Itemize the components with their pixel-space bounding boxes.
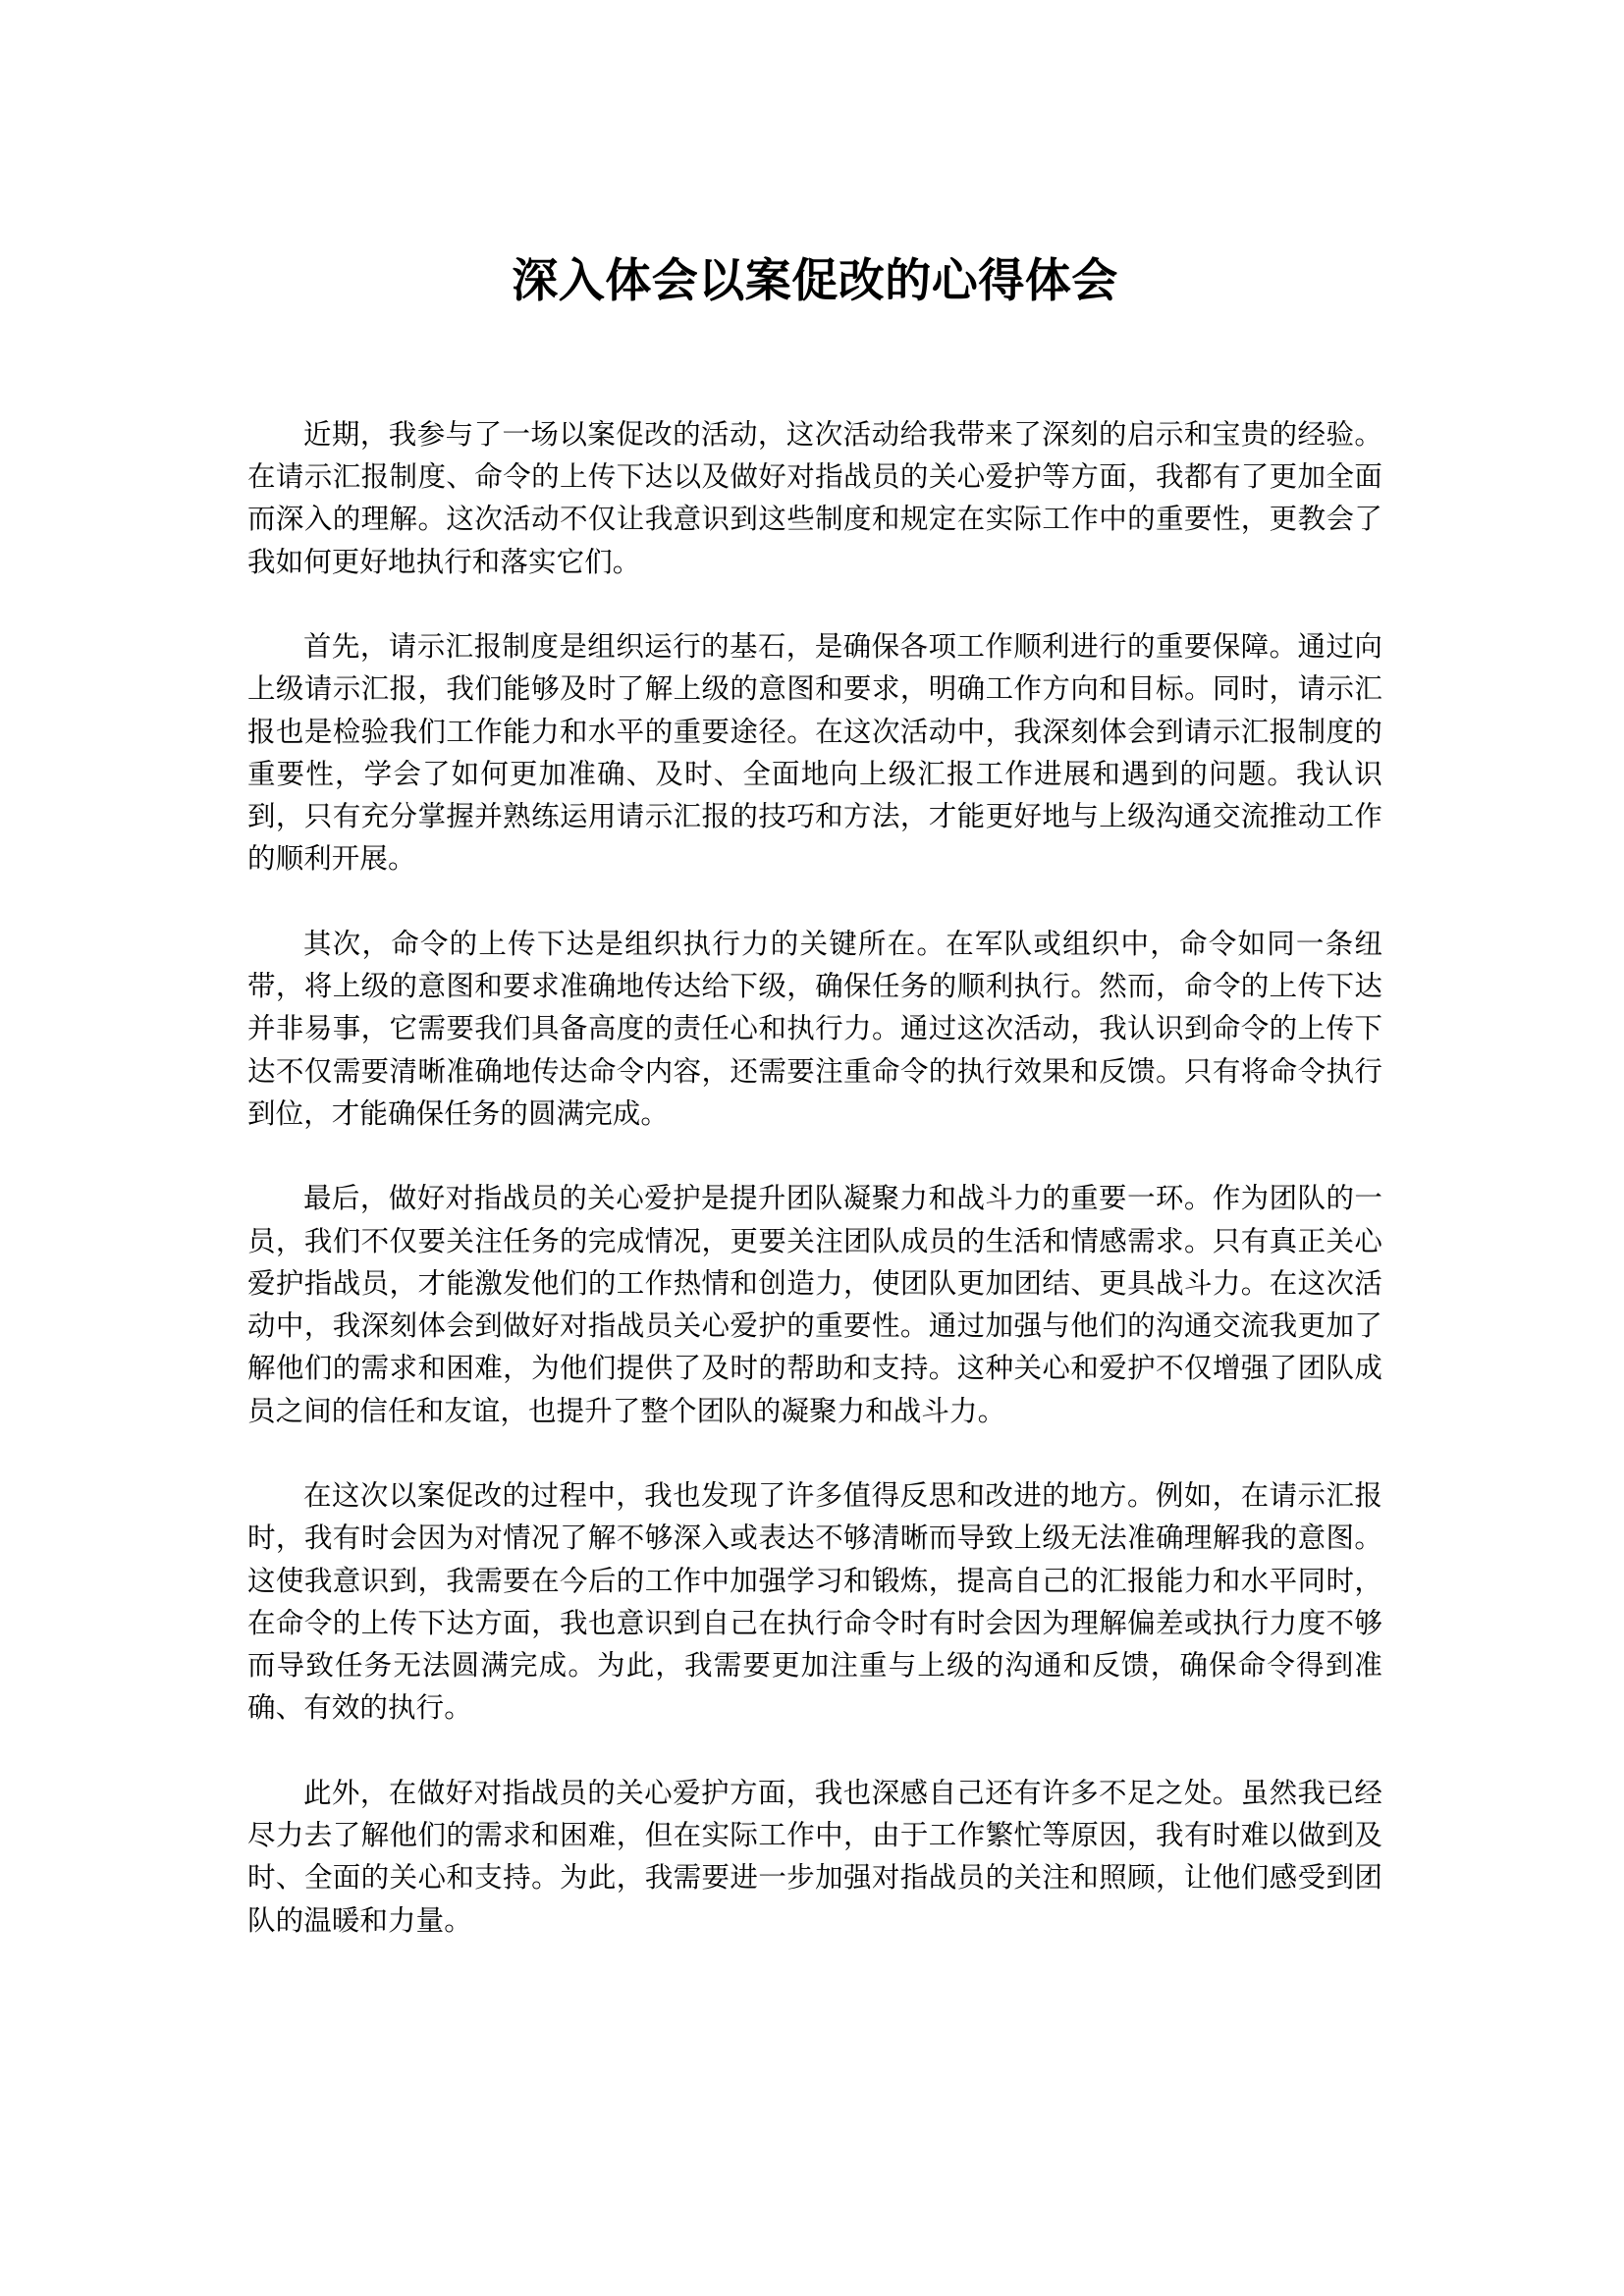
document-body <box>247 0 1382 1942</box>
body-paragraph: 此外，在做好对指战员的关心爱护方面，我也深感自己还有许多不足之处。虽然我已经尽力去了解他们的需求和困难，但在实际工作中，由于工作繁忙等原因，我有时难以做到及时、全面的关心和支持。为此，我需要进一步加强对指战员的关注和照顾，让他们感受到团队的温暖和力量。 <box>247 1776 1382 1937</box>
page-title: 深入体会以案促改的心得体会 <box>512 254 1118 308</box>
paragraph-list <box>247 311 1382 1942</box>
body-paragraph: 其次，命令的上传下达是组织执行力的关键所在。在军队或组织中，命令如同一条纽带，将上级的意图和要求准确地传达给下级，确保任务的顺利执行。然而，命令的上传下达并非易事，它需要我们具备高度的责任心和执行力。通过这次活动，我认识到命令的上传下达不仅需要清晰准确地传达命令内容，还需要注重命令的执行效果和反馈。只有将命令执行到位，才能确保任务的圆满完成。 <box>247 927 1382 1130</box>
body-paragraph: 近期，我参与了一场以案促改的活动，这次活动给我带来了深刻的启示和宝贵的经验。在请示汇报制度、命令的上传下达以及做好对指战员的关心爱护等方面，我都有了更加全面而深入的理解。这次活动不仅让我意识到这些制度和规定在实际工作中的重要性，更教会了我如何更好地执行和落实它们。 <box>247 417 1382 578</box>
body-paragraph: 首先，请示汇报制度是组织运行的基石，是确保各项工作顺利进行的重要保障。通过向上级请示汇报，我们能够及时了解上级的意图和要求，明确工作方向和目标。同时，请示汇报也是检验我们工作能力和水平的重要途径。在这次活动中，我深刻体会到请示汇报制度的重要性，学会了如何更加准确、及时、全面地向上级汇报工作进展和遇到的问题。我认识到，只有充分掌握并熟练运用请示汇报的技巧和方法，才能更好地与上级沟通交流推动工作的顺利开展。 <box>247 629 1382 876</box>
body-paragraph: 最后，做好对指战员的关心爱护是提升团队凝聚力和战斗力的重要一环。作为团队的一员，我们不仅要关注任务的完成情况，更要关注团队成员的生活和情感需求。只有真正关心爱护指战员，才能激发他们的工作热情和创造力，使团队更加团结、更具战斗力。在这次活动中，我深刻体会到做好对指战员关心爱护的重要性。通过加强与他们的沟通交流我更加了解他们的需求和困难，为他们提供了及时的帮助和支持。这种关心和爱护不仅增强了团队成员之间的信任和友谊，也提升了整个团队的凝聚力和战斗力。 <box>247 1182 1382 1427</box>
body-paragraph: 在这次以案促改的过程中，我也发现了许多值得反思和改进的地方。例如，在请示汇报时，我有时会因为对情况了解不够深入或表达不够清晰而导致上级无法准确理解我的意图。这使我意识到，我需要在今后的工作中加强学习和锻炼，提高自己的汇报能力和水平同时，在命令的上传下达方面，我也意识到自己在执行命令时有时会因为理解偏差或执行力度不够而导致任务无法圆满完成。为此，我需要更加注重与上级的沟通和反馈，确保命令得到准确、有效的执行。 <box>247 1478 1382 1725</box>
